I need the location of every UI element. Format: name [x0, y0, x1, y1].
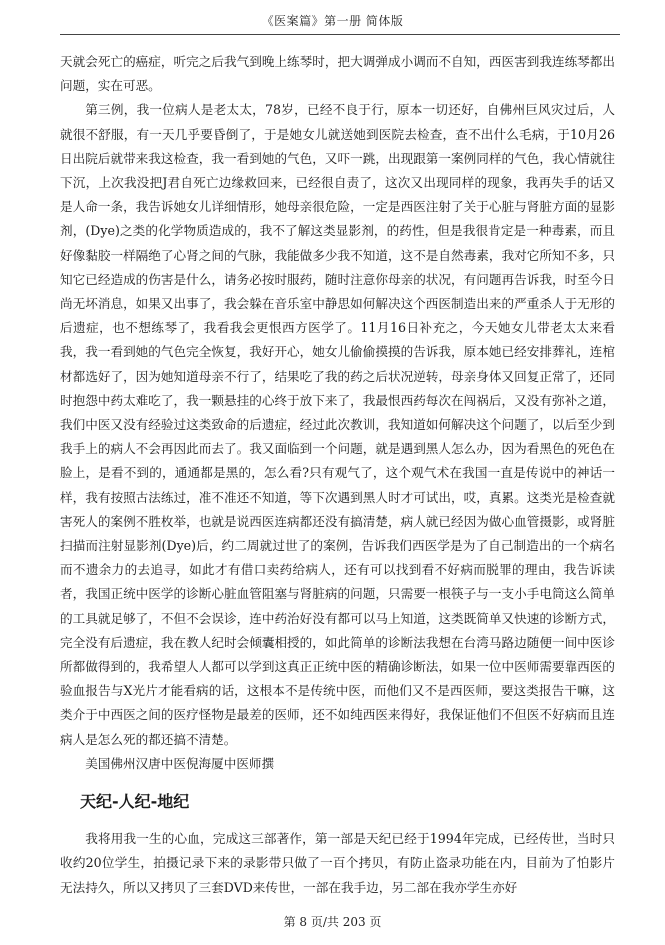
page-number: 第 8 页/共 203 页 [283, 915, 382, 929]
header-divider [60, 34, 620, 35]
section-heading: 天纪-人纪-地纪 [80, 792, 190, 812]
document-body [60, 50, 615, 900]
page-header: 《医案篇》第一册 简体版 [261, 14, 404, 28]
paragraph-case-three: 第三例，我一位病人是老太太，78岁，已经不良于行，原本一切还好，自佛州巨风灾过后，人就很不舒服，有一天几乎要昏倒了，于是她女儿就送她到医院去检查，查不出什么毛病，于10月26日出院后就带来我这检查，我一看到她的气色，又吓一跳，出现跟第一案例同样的气色，我心情就往下沉，上次我没把J君自死亡边缘救回来，已经很自责了，这次又出现同样的现象，我再失手的话又是人命一条，我告诉她女儿详细情形，她母亲很危险，一定是西医注射了关于心脏与肾脏方面的显影剂，(Dye)之类的化学物质造成的，我不了解这类显影剂，的药性，但是我很肯定是一种毒素，而且好像黏胶一样隔绝了心肾之间的气脉，我能做多少我不知道，这不是自然毒素，我对它所知不多，只知它已经造成的伤害是什么，请务必按时服药，随时注意你母亲的状况，有问题再告诉我，时至今日尚无坏消息，如果又出事了，我会躲在音乐室中静思如何解决这个西医制造出来的严重杀人于无形的后遗症，也不想练琴了，我看我会更恨西方医学了。11月16日补充之，今天她女儿带老太太来看我，我一看到她的气色完全恢复，我好开心，她女儿偷偷摸摸的告诉我，原本她已经安排葬礼，连棺材都选好了，因为她知道母亲不行了，结果吃了我的药之后状况逆转，母亲身体又回复正常了，还同时抱怨中药太难吃了，我一颗悬挂的心终于放下来了，我最恨西药每次在闯祸后，又没有弥补之道，我们中医又没有经验过这类致命的后遗症，经过此次教训，我知道如何解决这个问题了，以后至少到我手上的病人不会再因此而去了。我又面临到一个问题，就是遇到黑人怎么办，因为看黑色的死色在脸上，是看不到的，通通都是黑的，怎么看?只有观气了，这个观气术在我国一直是传说中的神话一样，我有按照古法练过，准不准还不知道，等下次遇到黑人时才可试出，哎，真累。这类光是检查就害死人的案例不胜枚举，也就是说西医连病都还没有搞清楚，病人就已经因为做心血管摄影，或肾脏扫描而注射显影剂(Dye)后，约二周就过世了的案例，告诉我们西医学是为了自己制造出的一个病名而不遗余力的去追寻，如此才有借口卖药给病人，还有可以找到看不好病而脱罪的理由，我告诉读者，我国正统中医学的诊断心脏血管阻塞与肾脏病的问题，只需要一根筷子与一支小手电筒这么简单的工具就足够了，不但不会误诊，连中药治好没有都可以马上知道，这类既简单又快速的诊断方式，完全没有后遗症，我在教人纪时会倾囊相授的，如此简单的诊断法我想在台湾马路边随便一间中医诊所都做得到的，我希望人人都可以学到这真正正统中医的精确诊断法，如果一位中医师需要靠西医的验血报告与X光片才能看病的话，这根本不是传统中医，而他们又不是西医师，要这类报告干嘛，这类介于中西医之间的医疗怪物是最差的医师，还不如纯西医来得好，我保证他们不但医不好病而且连病人是怎么死的都还搞不清楚。 [60, 102, 615, 747]
author-signature: 美国佛州汉唐中医倪海厦中医师撰 [85, 755, 275, 771]
paragraph-continuation: 天就会死亡的癌症，听完之后我气到晚上练琴时，把大调弹成小调而不自知，西医害到我连练琴都出问题，实在可恶。 [60, 54, 615, 94]
paragraph-trilogy: 我将用我一生的心血，完成这三部著作，第一部是天纪已经于1994年完成，已经传世，当时只收约20位学生，拍摄记录下来的录影带只做了一百个拷贝，有防止盗录功能在内，目前为了怕影片无法持久，所以又拷贝了三套DVD来传世，一部在我手边，另二部在我亦学生亦好 [60, 831, 615, 895]
